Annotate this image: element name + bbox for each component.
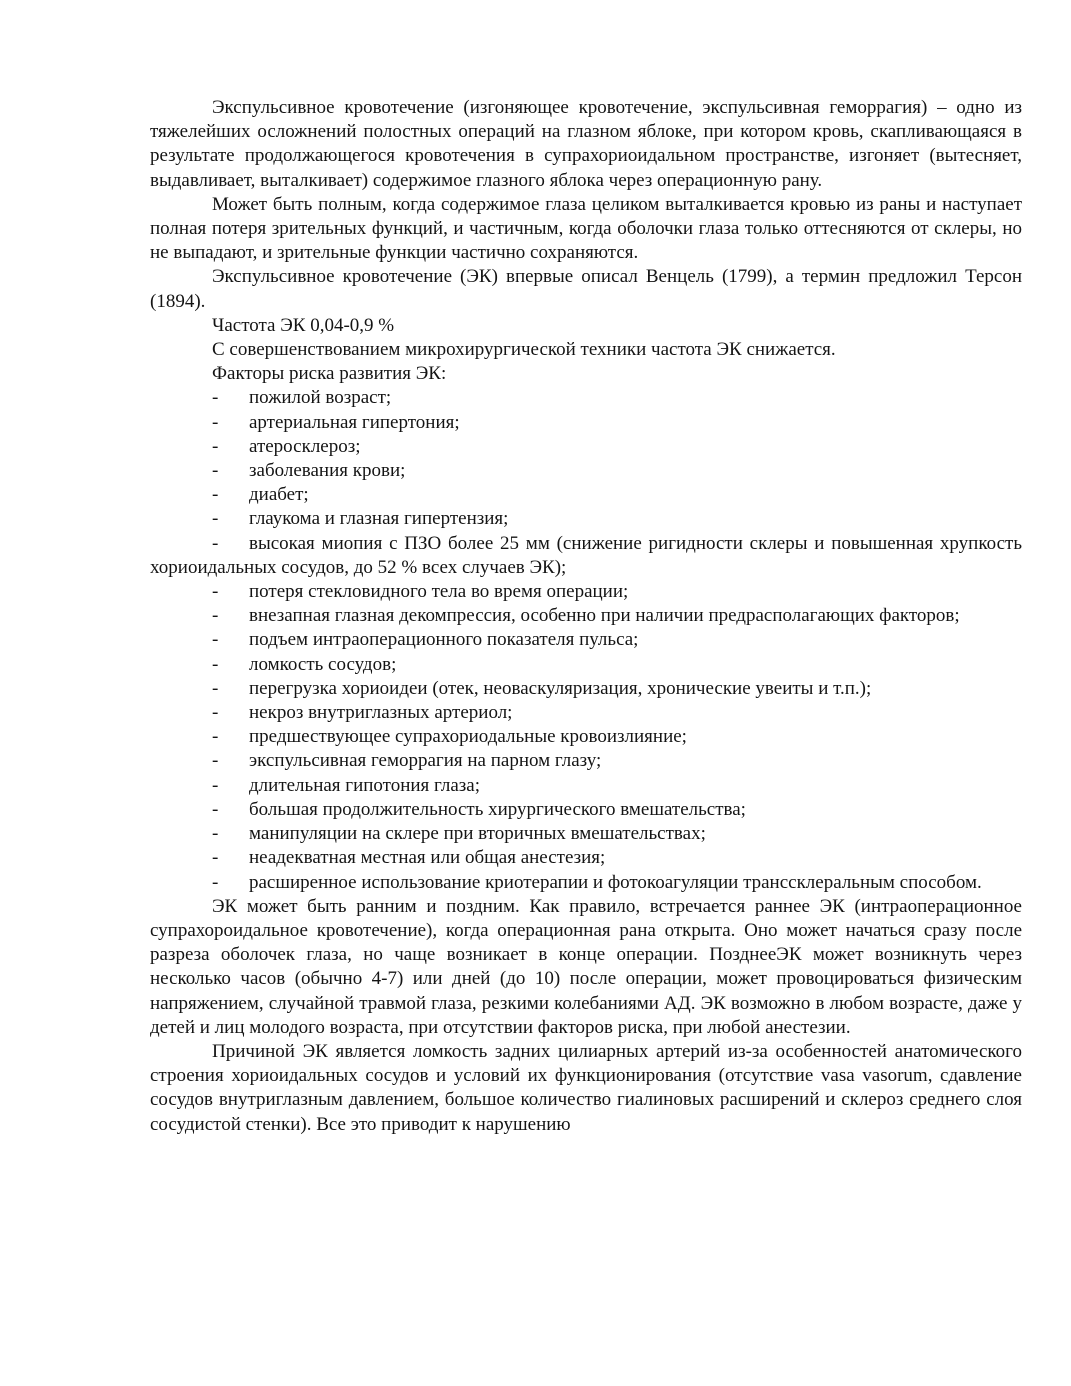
list-item [150, 507, 1022, 531]
list-item [150, 604, 1022, 628]
list-item-text: атеросклероз; [249, 435, 361, 457]
list-bullet: - [212, 702, 219, 724]
list-item [150, 483, 1022, 507]
trend-line: С совершенствованием микрохирургической техники частота ЭК снижается. [212, 339, 836, 361]
list-item [150, 871, 1022, 895]
list-bullet: - [212, 532, 219, 554]
list-item-text: некроз внутриглазных артериол; [249, 702, 513, 724]
list-bullet: - [212, 677, 219, 699]
frequency-line: Частота ЭК 0,04-0,9 % [212, 314, 395, 336]
list-item [150, 386, 1022, 410]
list-item-text: экспульсивная геморрагия на парном глазу; [249, 750, 602, 772]
list-item [150, 798, 1022, 822]
list-item-text: перегрузка хориоидеи (отек, неоваскуляризация, хронические увеиты и т.п.); [249, 677, 872, 699]
list-item-text: потеря стекловидного тела во время операции; [249, 581, 629, 603]
list-bullet: - [212, 847, 219, 869]
list-item [150, 435, 1022, 459]
list-item [150, 822, 1022, 846]
list-item [150, 749, 1022, 773]
list-item [150, 774, 1022, 798]
list-item-text: неадекватная местная или общая анестезия; [249, 847, 606, 869]
list-bullet: - [212, 460, 219, 482]
risk-factors-heading: Факторы риска развития ЭК: [212, 363, 447, 385]
list-item-text: предшествующее супрахориодальные кровоизлияние; [249, 726, 687, 748]
list-bullet: - [212, 726, 219, 748]
list-item-text: ломкость сосудов; [249, 653, 397, 675]
list-bullet: - [212, 750, 219, 772]
list-bullet: - [212, 774, 219, 796]
list-item-text: артериальная гипертония; [249, 411, 460, 433]
risk-factors-list [150, 386, 1022, 894]
list-item [150, 532, 1022, 580]
list-item [150, 411, 1022, 435]
list-item-text: пожилой возраст; [249, 387, 392, 409]
list-item-text: подъем интраоперационного показателя пульса; [249, 629, 639, 651]
list-item [150, 846, 1022, 870]
list-item-text: внезапная глазная декомпрессия, особенно при наличии предрасполагающих факторов; [249, 605, 960, 627]
list-bullet: - [212, 411, 219, 433]
list-item [150, 628, 1022, 652]
list-bullet: - [212, 508, 219, 530]
list-item-text: манипуляции на склере при вторичных вмешательствах; [249, 823, 706, 845]
list-item [150, 653, 1022, 677]
paragraph-types: Может быть полным, когда содержимое глаза целиком выталкивается кровью из раны и наступает полная потеря зрительных функций, и частичным, когда оболочки глаза только оттесняются от склеры, но не выпадают, и зрительные функции частично сохраняются. [150, 193, 1022, 264]
list-bullet: - [212, 581, 219, 603]
list-bullet: - [212, 629, 219, 651]
list-item [150, 701, 1022, 725]
list-bullet: - [212, 798, 219, 820]
list-item-text: диабет; [249, 484, 309, 506]
paragraph-timing: ЭК может быть ранним и поздним. Как правило, встречается раннее ЭК (интраоперационное супрахороидальное кровотечение), когда операционная рана открыта. Оно может начаться сразу после разреза оболочек глаза, но чаще возникает в конце операции. ПозднееЭК может возникнуть через несколько часов (обычно 4-7) или дней (до 10) после операции, может провоцироваться физическим напряжением, случайной травмой глаза, резкими колебаниями АД. ЭК возможно в любом возрасте, даже у детей и лиц молодого возраста, при отсутствии факторов риска, при любой анестезии. [150, 895, 1022, 1038]
list-item [150, 725, 1022, 749]
list-bullet: - [212, 484, 219, 506]
list-item-text: высокая миопия с ПЗО более 25 мм (снижение ригидности склеры и повышенная хрупкость хориоидальных сосудов, до 52 % всех случаев ЭК); [150, 532, 1022, 578]
list-item [150, 677, 1022, 701]
list-bullet: - [212, 435, 219, 457]
list-bullet: - [212, 653, 219, 675]
list-item-text: расширенное использование криотерапии и фотокоагуляции транссклеральным способом. [249, 871, 982, 893]
paragraph-history: Экспульсивное кровотечение (ЭК) впервые описал Венцель (1799), а термин предложил Терсон (1894). [150, 266, 1022, 312]
paragraph-definition: Экспульсивное кровотечение (изгоняющее кровотечение, экспульсивная геморрагия) – одно из тяжелейших осложнений полостных операций на глазном яблоке, при котором кровь, скапливающаяся в результате продолжающегося кровотечения в супрахориоидальном пространстве, изгоняет (вытесняет, выдавливает, выталкивает) содержимое глазного яблока через операционную рану. [150, 97, 1022, 191]
list-bullet: - [212, 871, 219, 893]
list-item-text: заболевания крови; [249, 460, 406, 482]
list-bullet: - [212, 605, 219, 627]
list-item-text: длительная гипотония глаза; [249, 774, 481, 796]
list-item-text: большая продолжительность хирургического вмешательства; [249, 798, 746, 820]
list-item [150, 459, 1022, 483]
document-page [150, 96, 1022, 1137]
list-bullet: - [212, 387, 219, 409]
list-bullet: - [212, 823, 219, 845]
list-item [150, 580, 1022, 604]
list-item-text: глаукома и глазная гипертензия; [249, 508, 509, 530]
paragraph-cause: Причиной ЭК является ломкость задних цилиарных артерий из-за особенностей анатомического строения хориоидальных сосудов и условий их функционирования (отсутствие vasa vasorum, сдавление сосудов внутриглазным давлением, большое количество гиалиновых расширений и склероз среднего слоя сосудистой стенки). Все это приводит к нарушению [150, 1040, 1022, 1135]
